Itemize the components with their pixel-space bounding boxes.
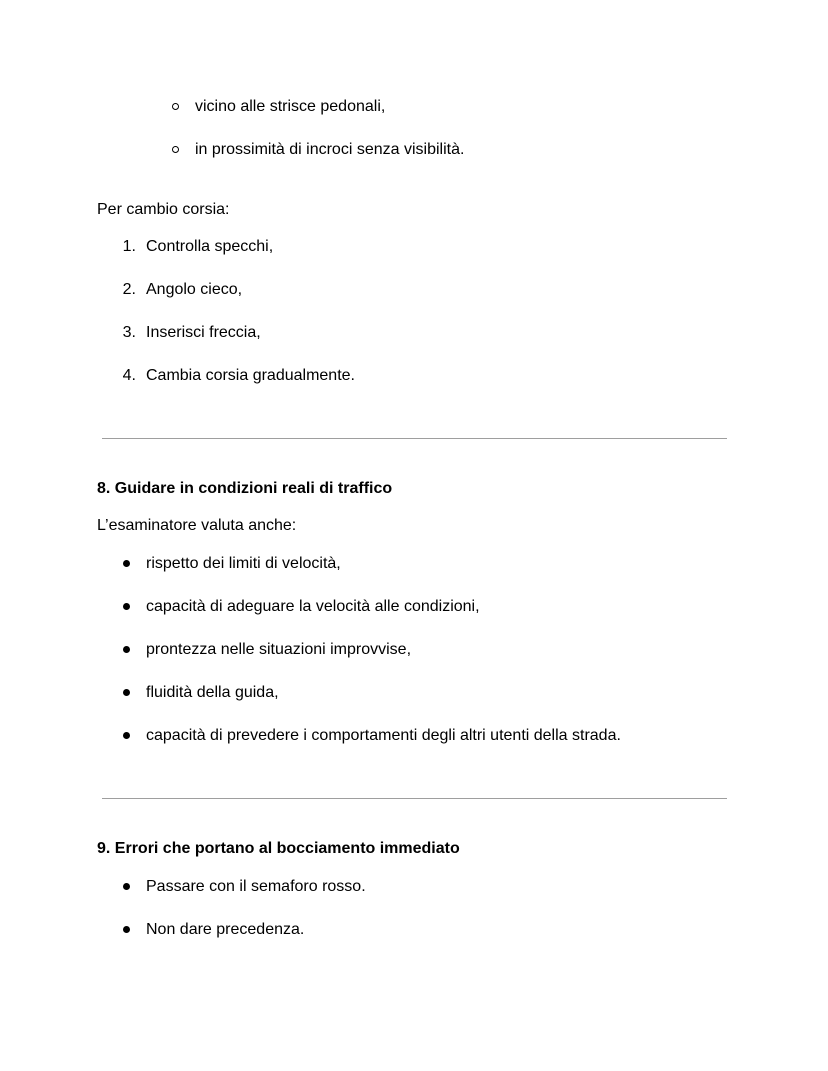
list-item: Controlla specchi,	[146, 238, 274, 255]
lane-change-intro: Per cambio corsia:	[97, 201, 230, 218]
bullet-icon	[123, 646, 130, 653]
bullet-icon	[123, 689, 130, 696]
horizontal-divider	[102, 438, 727, 439]
section-heading: 9. Errori che portano al bocciamento immediato	[97, 840, 460, 857]
list-item: vicino alle strisce pedonali,	[195, 98, 386, 115]
section-intro: L’esaminatore valuta anche:	[97, 517, 297, 534]
horizontal-divider	[102, 798, 727, 799]
bullet-icon	[123, 603, 130, 610]
list-item: fluidità della guida,	[146, 684, 279, 701]
list-item: prontezza nelle situazioni improvvise,	[146, 641, 412, 658]
list-item: Non dare precedenza.	[146, 921, 305, 938]
list-item: rispetto dei limiti di velocità,	[146, 555, 341, 572]
bullet-icon	[123, 883, 130, 890]
list-number: 2.	[122, 281, 136, 298]
list-item: Cambia corsia gradualmente.	[146, 367, 355, 384]
bullet-icon	[123, 732, 130, 739]
list-item: capacità di prevedere i comportamenti degli altri utenti della strada.	[146, 727, 621, 744]
list-number: 4.	[122, 367, 136, 384]
list-number: 1.	[122, 238, 136, 255]
list-number: 3.	[122, 324, 136, 341]
bullet-icon	[123, 926, 130, 933]
list-item: Angolo cieco,	[146, 281, 243, 298]
bullet-icon	[123, 560, 130, 567]
list-item: in prossimità di incroci senza visibilità.	[195, 141, 465, 158]
list-item: Passare con il semaforo rosso.	[146, 878, 366, 895]
section-heading: 8. Guidare in condizioni reali di traffico	[97, 480, 393, 497]
list-item: capacità di adeguare la velocità alle condizioni,	[146, 598, 480, 615]
hollow-bullet-icon	[172, 103, 179, 110]
list-item: Inserisci freccia,	[146, 324, 261, 341]
hollow-bullet-icon	[172, 146, 179, 153]
